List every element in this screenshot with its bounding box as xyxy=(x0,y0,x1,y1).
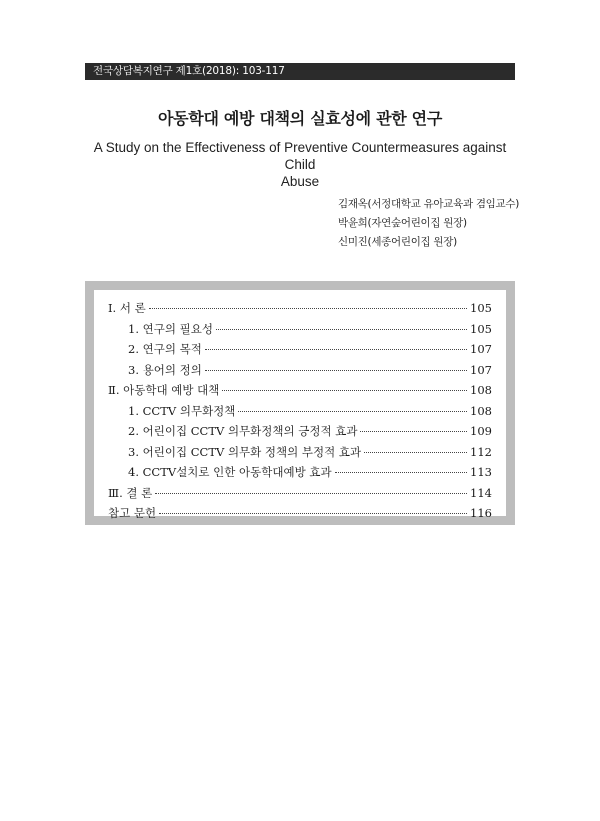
toc-entry-introduction[interactable] xyxy=(108,300,492,321)
toc-label: 1. 연구의 필요성 xyxy=(128,321,213,336)
table-of-contents xyxy=(94,290,506,520)
toc-page-number: 116 xyxy=(470,506,492,520)
toc-entry-conclusion[interactable] xyxy=(108,485,492,506)
toc-page-number: 108 xyxy=(470,383,492,397)
toc-page-number: 114 xyxy=(470,485,492,500)
toc-label: Ⅰ. 서 론 xyxy=(108,301,146,315)
toc-entry-definitions[interactable] xyxy=(108,362,492,383)
toc-label: 2. 연구의 목적 xyxy=(128,342,202,356)
toc-page-number: 107 xyxy=(470,362,492,377)
toc-entry-prevention-effect[interactable] xyxy=(108,464,492,485)
toc-label: Ⅲ. 결 론 xyxy=(108,485,153,500)
toc-leader-dots xyxy=(222,390,467,391)
paper-title-english xyxy=(90,139,510,190)
paper-title-korean: 아동학대 예방 대책의 실효성에 관한 연구 xyxy=(157,109,442,128)
toc-entry-necessity[interactable] xyxy=(108,321,492,342)
toc-leader-dots xyxy=(205,370,467,371)
toc-label: 2. 어린이집 CCTV 의무화정책의 긍정적 효과 xyxy=(128,424,358,438)
toc-label: 3. 용어의 정의 xyxy=(128,362,202,377)
toc-entry-negative-effects[interactable] xyxy=(108,444,492,465)
paper-title-english-line1: A Study on the Effectiveness of Preventive Countermeasures against Child xyxy=(93,140,507,172)
paper-title-english-line2: Abuse xyxy=(280,174,320,189)
toc-page-number: 108 xyxy=(470,403,492,418)
toc-page-number: 107 xyxy=(470,342,492,356)
toc-label: 1. CCTV 의무화정책 xyxy=(128,403,236,418)
journal-header xyxy=(85,63,515,80)
toc-label: 3. 어린이집 CCTV 의무화 정책의 부정적 효과 xyxy=(128,444,362,459)
toc-entry-cctv-policy[interactable] xyxy=(108,403,492,424)
toc-label: 참고 문헌 xyxy=(108,506,157,520)
toc-leader-dots xyxy=(364,452,467,453)
toc-page-number: 105 xyxy=(470,301,492,315)
table-of-contents-frame xyxy=(85,281,515,525)
toc-label: 4. CCTV설치로 인한 아동학대예방 효과 xyxy=(128,465,332,479)
toc-leader-dots xyxy=(335,472,467,473)
toc-leader-dots xyxy=(360,431,467,432)
toc-entry-prevention-measures[interactable] xyxy=(108,382,492,403)
toc-leader-dots xyxy=(238,411,467,412)
toc-page-number: 112 xyxy=(470,444,492,459)
author-2: 박윤희(자연숲어린이집 원장) xyxy=(338,217,467,229)
author-3: 신미진(세종어린이집 원장) xyxy=(338,236,457,248)
toc-page-number: 113 xyxy=(470,465,492,479)
toc-leader-dots xyxy=(216,329,467,330)
toc-leader-dots xyxy=(149,308,467,309)
journal-header-text: 전국상담복지연구 제1호(2018): 103-117 xyxy=(93,65,285,77)
toc-leader-dots xyxy=(159,513,467,514)
author-1: 김재옥(서정대학교 유아교육과 겸임교수) xyxy=(338,198,519,210)
toc-leader-dots xyxy=(205,349,467,350)
toc-entry-references[interactable] xyxy=(108,505,492,526)
toc-entry-positive-effects[interactable] xyxy=(108,423,492,444)
toc-page-number: 109 xyxy=(470,424,492,438)
toc-label: Ⅱ. 아동학대 예방 대책 xyxy=(108,383,220,397)
toc-entry-purpose[interactable] xyxy=(108,341,492,362)
author-list xyxy=(338,195,538,252)
toc-leader-dots xyxy=(155,493,467,494)
toc-page-number: 105 xyxy=(470,321,492,336)
